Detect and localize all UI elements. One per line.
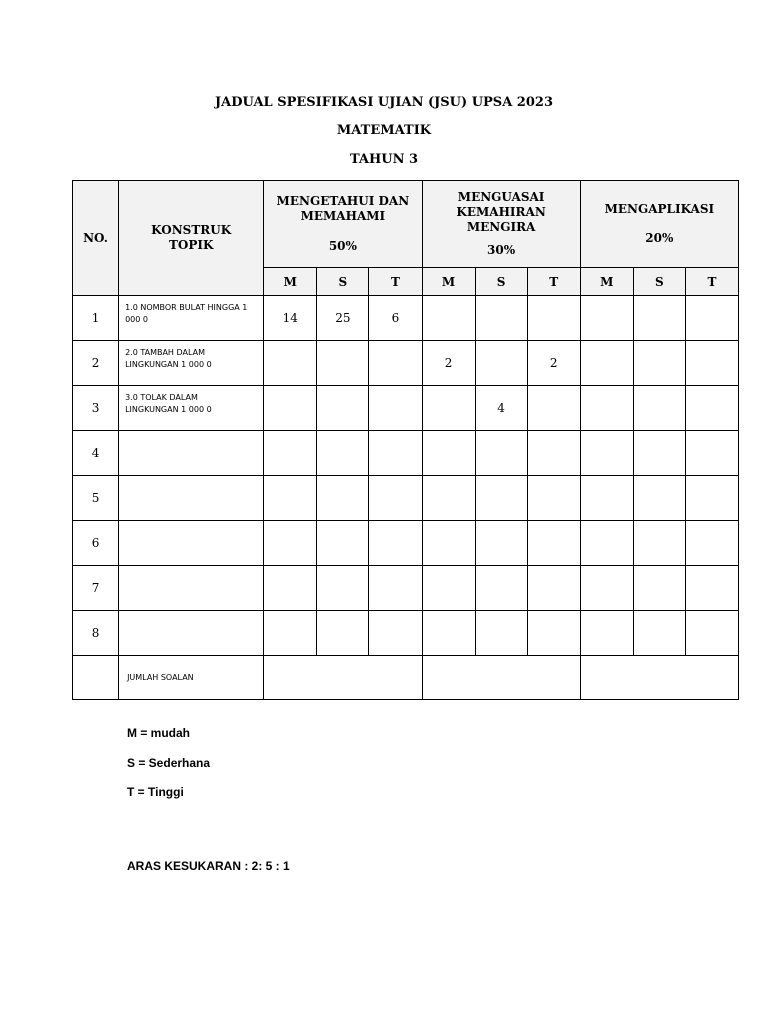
table-row xyxy=(73,521,739,566)
row-number: 5 xyxy=(73,476,119,521)
total-no-cell xyxy=(73,656,119,700)
value-cell xyxy=(369,521,422,566)
topic-cell xyxy=(119,521,264,566)
row-number: 2 xyxy=(73,341,119,386)
value-cell xyxy=(475,476,527,521)
header-row xyxy=(73,181,739,268)
value-cell xyxy=(369,566,422,611)
row-number: 7 xyxy=(73,566,119,611)
sub-header-cell: M xyxy=(580,268,633,296)
topic-cell xyxy=(119,431,264,476)
value-cell xyxy=(527,611,580,656)
table-row xyxy=(73,386,739,431)
value-cell xyxy=(264,611,317,656)
value-cell xyxy=(317,521,369,566)
value-cell xyxy=(317,476,369,521)
value-cell xyxy=(317,386,369,431)
value-cell xyxy=(580,521,633,566)
value-cell xyxy=(527,296,580,341)
legend-sederhana: S = Sederhana xyxy=(127,756,211,770)
value-cell xyxy=(369,386,422,431)
sub-header-cell: S xyxy=(317,268,369,296)
value-cell xyxy=(475,521,527,566)
row-number: 6 xyxy=(73,521,119,566)
value-cell xyxy=(369,341,422,386)
value-cell xyxy=(475,296,527,341)
value-cell xyxy=(264,386,317,431)
sub-header-cell: T xyxy=(527,268,580,296)
value-cell xyxy=(369,476,422,521)
topic-cell xyxy=(119,611,264,656)
sub-header-cell: M xyxy=(422,268,475,296)
value-cell xyxy=(685,566,738,611)
specification-table xyxy=(72,180,739,700)
value-cell xyxy=(633,431,685,476)
value-cell xyxy=(633,611,685,656)
value-cell: 14 xyxy=(264,296,317,341)
total-row xyxy=(73,656,739,700)
value-cell xyxy=(317,431,369,476)
value-cell xyxy=(369,431,422,476)
value-cell xyxy=(633,566,685,611)
value-cell xyxy=(264,341,317,386)
total-label: JUMLAH SOALAN xyxy=(119,656,264,700)
value-cell xyxy=(422,476,475,521)
table-row xyxy=(73,611,739,656)
value-cell xyxy=(264,431,317,476)
sub-header-cell: T xyxy=(685,268,738,296)
value-cell xyxy=(580,341,633,386)
value-cell xyxy=(475,431,527,476)
topic-cell: 1.0 NOMBOR BULAT HINGGA 1 000 0 xyxy=(119,296,264,341)
total-mengetahui-cell xyxy=(264,656,422,700)
value-cell xyxy=(317,341,369,386)
value-cell xyxy=(633,521,685,566)
value-cell xyxy=(527,566,580,611)
value-cell xyxy=(422,386,475,431)
topic-cell xyxy=(119,476,264,521)
sub-header-cell: S xyxy=(633,268,685,296)
table-row xyxy=(73,566,739,611)
value-cell xyxy=(264,476,317,521)
value-cell xyxy=(633,476,685,521)
menguasai-header: MENGUASAI KEMAHIRAN MENGIRA 30% xyxy=(422,181,580,268)
value-cell xyxy=(685,611,738,656)
value-cell xyxy=(685,386,738,431)
document-title: JADUAL SPESIFIKASI UJIAN (JSU) UPSA 2023 xyxy=(215,95,553,110)
row-number: 3 xyxy=(73,386,119,431)
value-cell: 4 xyxy=(475,386,527,431)
value-cell: 2 xyxy=(527,341,580,386)
total-mengaplikasi-cell xyxy=(580,656,738,700)
legend-mudah: M = mudah xyxy=(127,726,191,740)
value-cell xyxy=(527,431,580,476)
value-cell: 2 xyxy=(422,341,475,386)
row-number: 8 xyxy=(73,611,119,656)
value-cell xyxy=(685,296,738,341)
legend-tinggi: T = Tinggi xyxy=(127,785,184,799)
value-cell xyxy=(475,341,527,386)
konstruk-header: KONSTRUK TOPIK xyxy=(119,181,264,296)
table-row xyxy=(73,476,739,521)
value-cell xyxy=(317,566,369,611)
value-cell xyxy=(264,566,317,611)
value-cell xyxy=(527,476,580,521)
table-row xyxy=(73,296,739,341)
value-cell xyxy=(475,566,527,611)
value-cell xyxy=(685,341,738,386)
value-cell xyxy=(475,611,527,656)
value-cell xyxy=(580,386,633,431)
value-cell xyxy=(580,296,633,341)
aras-kesukaran: ARAS KESUKARAN : 2: 5 : 1 xyxy=(127,859,290,873)
value-cell xyxy=(580,566,633,611)
value-cell xyxy=(422,521,475,566)
value-cell xyxy=(422,431,475,476)
value-cell xyxy=(527,521,580,566)
topic-cell: 3.0 TOLAK DALAM LINGKUNGAN 1 000 0 xyxy=(119,386,264,431)
value-cell xyxy=(685,521,738,566)
mengaplikasi-header: MENGAPLIKASI 20% xyxy=(580,181,738,268)
total-menguasai-cell xyxy=(422,656,580,700)
topic-cell xyxy=(119,566,264,611)
table-row xyxy=(73,431,739,476)
value-cell xyxy=(422,611,475,656)
value-cell xyxy=(685,476,738,521)
no-header: NO. xyxy=(73,181,119,296)
sub-header-cell: S xyxy=(475,268,527,296)
row-number: 1 xyxy=(73,296,119,341)
value-cell xyxy=(580,611,633,656)
subject-title: MATEMATIK xyxy=(336,123,432,138)
value-cell: 25 xyxy=(317,296,369,341)
value-cell xyxy=(685,431,738,476)
table-row xyxy=(73,341,739,386)
year-title: TAHUN 3 xyxy=(349,152,419,167)
value-cell xyxy=(369,611,422,656)
value-cell xyxy=(527,386,580,431)
value-cell xyxy=(633,341,685,386)
value-cell xyxy=(633,296,685,341)
value-cell: 6 xyxy=(369,296,422,341)
value-cell xyxy=(633,386,685,431)
value-cell xyxy=(317,611,369,656)
value-cell xyxy=(580,431,633,476)
mengetahui-header: MENGETAHUI DAN MEMAHAMI 50% xyxy=(264,181,422,268)
topic-cell: 2.0 TAMBAH DALAM LINGKUNGAN 1 000 0 xyxy=(119,341,264,386)
sub-header-cell: T xyxy=(369,268,422,296)
row-number: 4 xyxy=(73,431,119,476)
value-cell xyxy=(264,521,317,566)
value-cell xyxy=(422,296,475,341)
sub-header-cell: M xyxy=(264,268,317,296)
value-cell xyxy=(580,476,633,521)
value-cell xyxy=(422,566,475,611)
